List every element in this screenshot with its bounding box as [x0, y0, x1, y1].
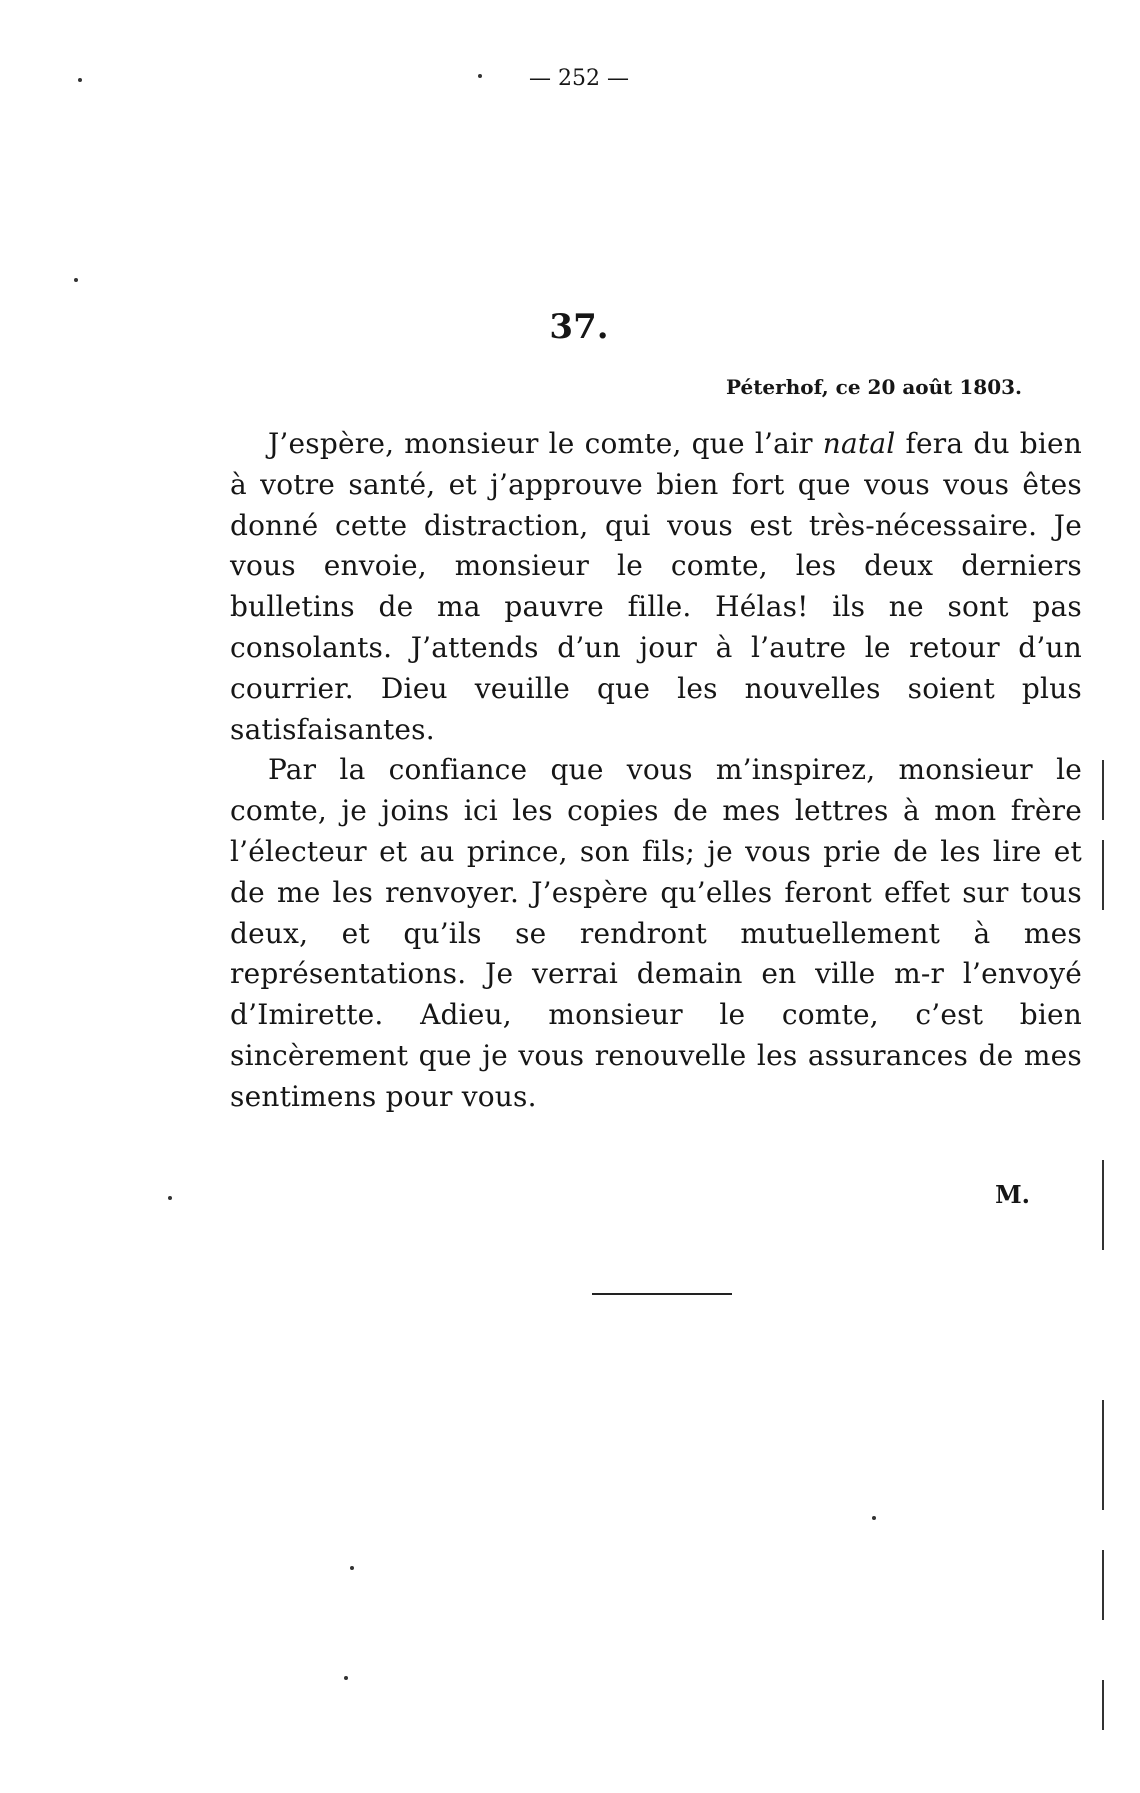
speck — [78, 78, 82, 82]
dateline: Péterhof, ce 20 août 1803. — [725, 375, 1022, 399]
speck — [478, 74, 482, 78]
margin-line — [1102, 1550, 1104, 1620]
speck — [350, 1566, 354, 1570]
margin-line — [1102, 1160, 1104, 1250]
paragraph-1 — [230, 424, 1082, 750]
end-rule — [592, 1293, 732, 1295]
paragraph-2: Par la confiance que vous m’inspirez, monsieur le comte, je joins ici les copies de mes lettres à mon frère l’électeur et au prince, son fils; je vous prie de les lire et de me les renvoyer. J’espère qu’elles feront effet sur tous deux, et qu’ils se rendront mutuellement à mes représentations. Je verrai demain en ville m-r l’envoyé d’Imirette. Adieu, monsieur le comte, c’est bien sincèrement que je vous renouvelle les assurances de mes sentimens pour vous. — [230, 753, 1082, 1113]
margin-line — [1102, 1680, 1104, 1730]
speck — [168, 1196, 172, 1200]
letter-body — [230, 424, 1082, 1118]
page-number: — 252 — — [529, 66, 629, 91]
letter-number: 37. — [549, 307, 609, 347]
speck — [74, 278, 78, 282]
margin-line — [1102, 840, 1104, 910]
paragraph-1-start: J’espère, monsieur le comte, que l’air — [268, 427, 823, 460]
paragraph-1-end: fera du bien à votre santé, et j’approuve bien fort que vous vous êtes donné cette distraction, qui vous est très-nécessaire. Je vous envoie, monsieur le comte, les deux derniers bulletins de ma pauvre fille. Hélas! ils ne sont pas consolants. J’attends d’un jour à l’autre le retour d’un courrier. Dieu veuille que les nouvelles soient plus satisfaisantes. — [230, 427, 1082, 746]
italic-word: natal — [822, 427, 896, 460]
margin-line — [1102, 1400, 1104, 1510]
signature: M. — [995, 1180, 1030, 1209]
speck — [344, 1676, 348, 1680]
margin-line — [1102, 760, 1104, 820]
speck — [872, 1516, 876, 1520]
